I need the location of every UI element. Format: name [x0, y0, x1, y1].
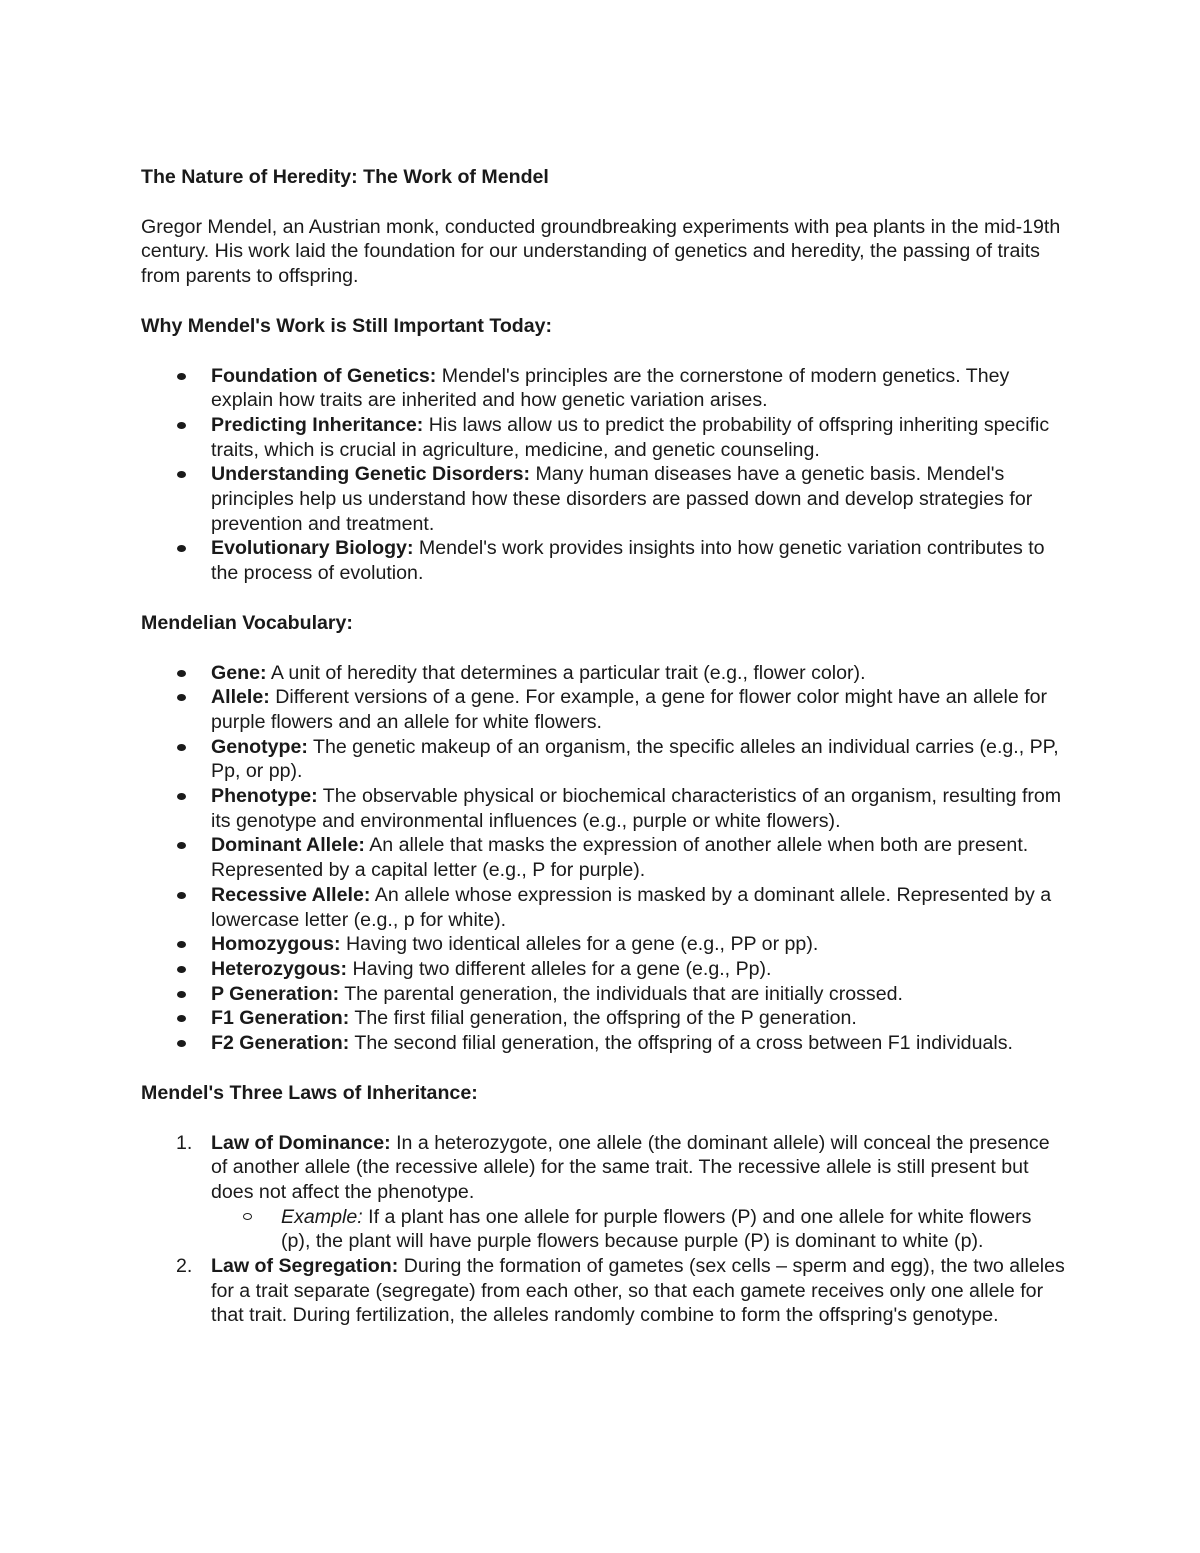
- example-sublist: [211, 1205, 1066, 1254]
- hollow-circle-icon: [243, 1213, 252, 1220]
- vocab-definition: A unit of heredity that determines a particular trait (e.g., flower color).: [266, 661, 866, 684]
- vocab-definition: The parental generation, the individuals that are initially crossed.: [339, 982, 903, 1005]
- importance-heading: Why Mendel's Work is Still Important Today:: [141, 314, 553, 337]
- list-item: [141, 883, 1066, 932]
- law-item: [141, 1254, 1066, 1328]
- laws-heading: Mendel's Three Laws of Inheritance:: [141, 1081, 478, 1104]
- law-text: During the formation of gametes (sex cells – sperm and egg), the two alleles for a trait separate (segregate) from each other, so that each gamete receives only one allele for that trait. During fertilization, the alleles randomly combine to form the offspring's genotype.: [211, 1255, 1065, 1327]
- vocab-term: Heterozygous:: [211, 957, 348, 980]
- vocab-term: Genotype:: [211, 735, 308, 758]
- list-item: [141, 784, 1066, 833]
- item-term: Foundation of Genetics:: [211, 364, 437, 387]
- vocab-definition: An allele whose expression is masked by a dominant allele. Represented by a lowercase letter (e.g., p for white).: [211, 883, 1052, 931]
- list-item: [141, 413, 1066, 462]
- list-item: [141, 957, 1066, 982]
- law-item: [141, 1131, 1066, 1255]
- bullet-icon: [177, 966, 186, 973]
- bullet-icon: [177, 991, 186, 998]
- bullet-icon: [177, 1015, 186, 1022]
- item-text: Many human diseases have a genetic basis. Mendel's principles help us understand how these disorders are passed down and develop strategies for prevention and treatment.: [211, 463, 1033, 535]
- bullet-icon: [177, 793, 186, 800]
- bullet-icon: [177, 842, 186, 849]
- bullet-icon: [177, 1040, 186, 1047]
- vocab-definition: The observable physical or biochemical characteristics of an organism, resulting from its genotype and environmental influences (e.g., purple or white flowers).: [211, 785, 1062, 832]
- list-item: [141, 462, 1066, 536]
- vocab-term: F1 Generation:: [211, 1007, 350, 1030]
- bullet-icon: [177, 941, 186, 948]
- bullet-icon: [177, 694, 186, 701]
- example-label: Example:: [281, 1205, 363, 1228]
- document-title: The Nature of Heredity: The Work of Mendel: [141, 166, 549, 188]
- list-item: [141, 536, 1066, 585]
- list-item: [141, 833, 1066, 882]
- bullet-icon: [177, 373, 186, 380]
- bullet-icon: [177, 545, 186, 552]
- bullet-icon: [177, 471, 186, 478]
- bullet-icon: [177, 422, 186, 429]
- item-term: Evolutionary Biology:: [211, 537, 414, 560]
- vocabulary-heading: Mendelian Vocabulary:: [141, 611, 353, 634]
- list-item: [141, 1031, 1066, 1056]
- vocab-term: Phenotype:: [211, 785, 318, 808]
- example-text: If a plant has one allele for purple flowers (P) and one allele for white flowers (p), the plant will have purple flowers because purple (P) is dominant to white (p).: [281, 1205, 1032, 1253]
- vocab-definition: The first filial generation, the offspring of the P generation.: [349, 1007, 857, 1030]
- item-text: Mendel's work provides insights into how genetic variation contributes to the process of evolution.: [211, 537, 1045, 585]
- vocab-definition: Having two different alleles for a gene (e.g., Pp).: [347, 957, 772, 980]
- list-item: [141, 1006, 1066, 1031]
- vocab-term: P Generation:: [211, 982, 340, 1005]
- vocab-term: Dominant Allele:: [211, 834, 365, 857]
- list-item: [141, 661, 1066, 686]
- list-item: [141, 982, 1066, 1007]
- law-term: Law of Dominance:: [211, 1131, 391, 1154]
- vocab-definition: An allele that masks the expression of another allele when both are present. Represented by a capital letter (e.g., P for purple).: [211, 834, 1029, 882]
- item-term: Understanding Genetic Disorders:: [211, 463, 531, 486]
- list-item: [141, 932, 1066, 957]
- law-text: In a heterozygote, one allele (the dominant allele) will conceal the presence of another allele (the recessive allele) for the same trait. The recessive allele is still present but does not affect the phenotype.: [211, 1131, 1050, 1203]
- laws-list: [141, 1131, 1066, 1329]
- item-term: Predicting Inheritance:: [211, 413, 424, 436]
- list-item: [141, 364, 1066, 413]
- vocab-definition: The genetic makeup of an organism, the specific alleles an individual carries (e.g., PP, Pp, or pp).: [211, 735, 1059, 783]
- bullet-icon: [177, 892, 186, 899]
- intro-paragraph: Gregor Mendel, an Austrian monk, conducted groundbreaking experiments with pea plants in the mid-19th century. His work laid the foundation for our understanding of genetics and heredity, the passing of traits from parents to offspring.: [141, 215, 1061, 288]
- vocab-term: F2 Generation:: [211, 1032, 350, 1055]
- list-item: [141, 685, 1066, 734]
- vocabulary-list: [141, 661, 1066, 1056]
- list-number: 1.: [176, 1131, 193, 1154]
- item-text: His laws allow us to predict the probability of offspring inheriting specific traits, which is crucial in agriculture, medicine, and genetic counseling.: [211, 413, 1050, 461]
- vocab-term: Gene:: [211, 661, 267, 684]
- list-item: [141, 735, 1066, 784]
- document-page: [141, 165, 1066, 1328]
- vocab-definition: The second filial generation, the offspring of a cross between F1 individuals.: [349, 1032, 1013, 1055]
- vocab-term: Recessive Allele:: [211, 883, 371, 906]
- vocab-definition: Having two identical alleles for a gene (e.g., PP or pp).: [340, 933, 819, 956]
- importance-list: [141, 364, 1066, 586]
- vocab-term: Homozygous:: [211, 933, 341, 956]
- item-text: Mendel's principles are the cornerstone of modern genetics. They explain how traits are inherited and how genetic variation arises.: [211, 364, 1010, 412]
- sub-list-item: [211, 1205, 1066, 1254]
- vocab-definition: Different versions of a gene. For example, a gene for flower color might have an allele for purple flowers and an allele for white flowers.: [211, 686, 1048, 733]
- vocab-term: Allele:: [211, 686, 270, 709]
- bullet-icon: [177, 670, 186, 677]
- law-term: Law of Segregation:: [211, 1255, 399, 1278]
- list-number: 2.: [176, 1255, 193, 1278]
- bullet-icon: [177, 744, 186, 751]
